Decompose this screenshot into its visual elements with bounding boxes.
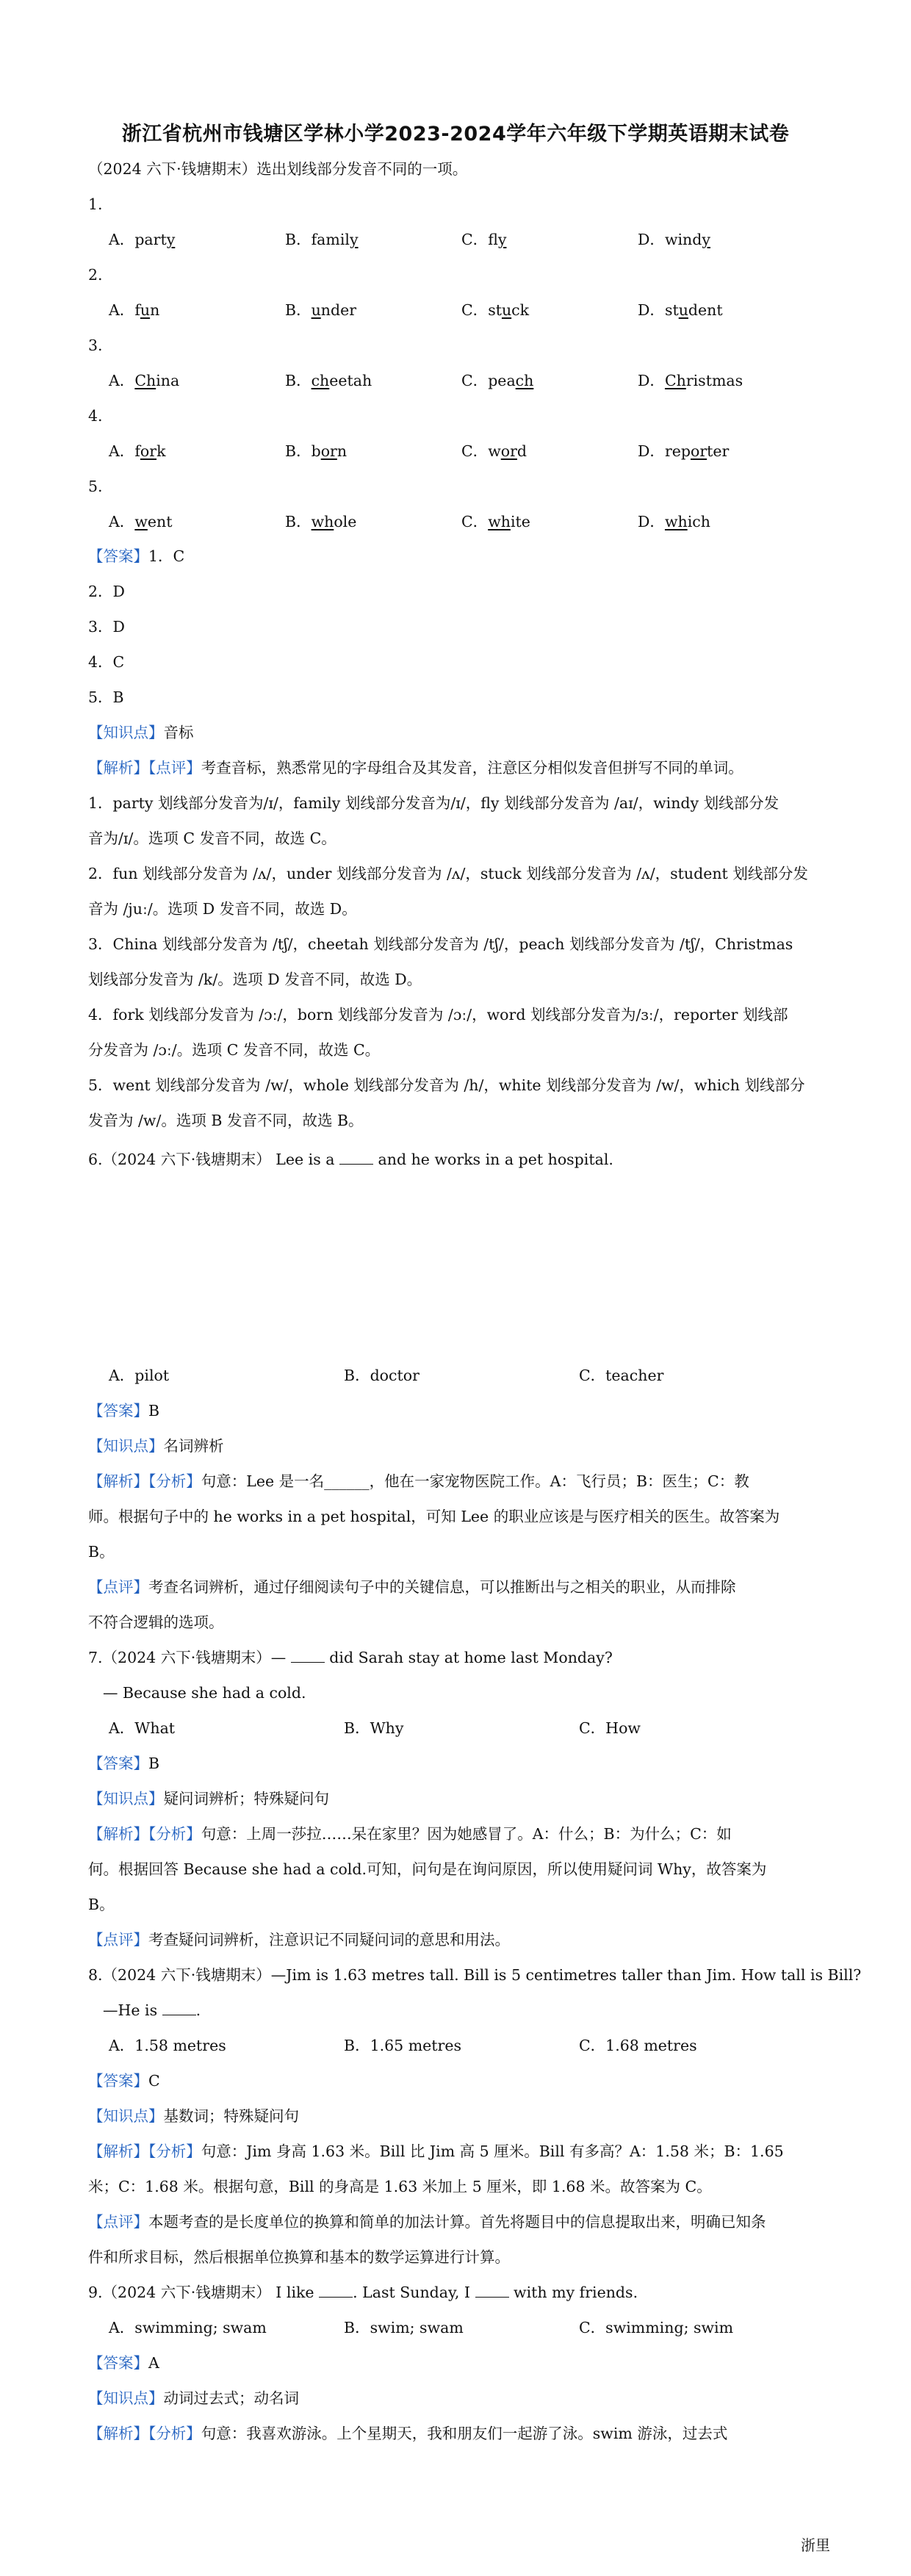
option-text: ck [511, 301, 530, 319]
answer-tag: 【答案】 [88, 1755, 148, 1772]
option-text: A． [109, 372, 135, 389]
stem-text: . Last Sunday, I [353, 2284, 475, 2301]
q8-knowledge-point [88, 2106, 830, 2126]
q6-option-b[interactable]: B．doctor [344, 1367, 420, 1384]
phonics-option[interactable] [285, 229, 359, 250]
q7-option-b[interactable]: B．Why [344, 1719, 404, 1737]
q6-analysis [88, 1471, 830, 1492]
analysis-item-cont: 音为/ɪ/。选项 C 发音不同，故选 C。 [88, 830, 336, 847]
option-text: A． [109, 442, 135, 460]
option-text: B． [285, 301, 312, 319]
option-text: C． [461, 301, 489, 319]
phonics-question-number: 1. [88, 195, 103, 213]
stem-text: 9.（2024 六下·钱塘期末） I like [88, 2284, 320, 2301]
underlined-letters: y [349, 231, 359, 248]
analysis-text: 考查音标，熟悉常见的字母组合及其发音，注意区分相似发音但拼写不同的单词。 [201, 759, 743, 777]
analysis-item: 2．fun 划线部分发音为 /ʌ/，under 划线部分发音为 /ʌ/，stuck 划线部分发音为 /ʌ/，student 划线部分发 [88, 865, 808, 882]
analysis-item: 3．China 划线部分发音为 /tʃ/，cheetah 划线部分发音为 /tʃ/，peach 划线部分发音为 /tʃ/，Christmas [88, 935, 793, 953]
question-7-reply: — Because she had a cold. [103, 1684, 306, 1702]
q6-option-c[interactable]: C．teacher [579, 1367, 664, 1384]
kp-tag: 【知识点】 [88, 1437, 164, 1455]
underlined-letters: y [497, 231, 507, 248]
q6-analysis-cont: 师。根据句子中的 he works in a pet hospital，可知 Lee 的职业应该是与医疗相关的医生。故答案为 [88, 1508, 780, 1525]
q8-comment [88, 2212, 830, 2232]
phonics-option[interactable] [109, 511, 172, 532]
option-text: rep [664, 442, 691, 460]
option-text: A． [109, 513, 135, 530]
q6-option-a[interactable]: A．pilot [109, 1367, 170, 1384]
answer-value: B [148, 1402, 160, 1420]
q6-comment [88, 1577, 830, 1597]
option-text: D． [638, 301, 665, 319]
option-text: eetah [329, 372, 372, 389]
q7-analysis [88, 1824, 830, 1844]
kp-tag: 【知识点】 [88, 724, 164, 741]
underlined-letters: or [320, 442, 337, 460]
analysis-subtag: 【分析】 [148, 2425, 201, 2442]
stem-text: with my friends. [508, 2284, 638, 2301]
phonics-option[interactable] [638, 370, 743, 391]
kp-text: 动词过去式；动名词 [163, 2389, 299, 2407]
answer-tag: 【答案】 [88, 2072, 148, 2090]
phonics-question-number: 4. [88, 407, 103, 425]
comment-tag: 【点评】 [88, 1578, 148, 1596]
underlined-letters: or [140, 442, 157, 460]
q9-option-c[interactable]: C．swimming; swim [579, 2319, 734, 2336]
kp-text: 疑问词辨析；特殊疑问句 [163, 1790, 329, 1807]
phonics-option[interactable] [638, 441, 729, 461]
question-9-stem [88, 2282, 830, 2303]
q8-option-b[interactable]: B．1.65 metres [344, 2037, 461, 2054]
answer-value: 1．C [148, 547, 185, 565]
phonics-option[interactable] [461, 300, 529, 320]
analysis-text: 句意：Jim 身高 1.63 米。Bill 比 Jim 高 5 厘米。Bill 有多高？A：1.58 米；B：1.65 [201, 2143, 784, 2160]
answer-blank [475, 2284, 509, 2298]
q9-option-b[interactable]: B．swim; swam [344, 2319, 464, 2336]
phonics-option[interactable] [285, 441, 347, 461]
analysis-text: 句意：我喜欢游泳。上个星期天，我和朋友们一起游了泳。swim 游泳，过去式 [201, 2425, 728, 2442]
phonics-option[interactable] [285, 300, 356, 320]
option-text: ent [147, 513, 173, 530]
kp-tag: 【知识点】 [88, 2389, 164, 2407]
underlined-letters: w [134, 513, 148, 530]
q7-answer [88, 1753, 830, 1774]
analysis-tag: 【解析】 [88, 2425, 148, 2442]
option-text: st [488, 301, 502, 319]
comment-text: 本题考查的是长度单位的换算和简单的加法计算。首先将题目中的信息提取出来，明确已知条 [148, 2213, 766, 2231]
answer-value: C [148, 2072, 160, 2090]
q6-analysis-cont: B。 [88, 1543, 115, 1561]
analysis-text: 句意：上周一莎拉……呆在家里？因为她感冒了。A：什么；B：为什么；C：如 [201, 1825, 732, 1843]
question-8-stem: 8.（2024 六下·钱塘期末）—Jim is 1.63 metres tall. Bill is 5 centimetres taller than Jim. How tall is Bill? [88, 1966, 862, 1984]
answer-line: 2．D [88, 583, 125, 600]
answer-blank [319, 2284, 353, 2298]
comment-tag: 【点评】 [88, 1931, 148, 1949]
option-text: D． [638, 513, 665, 530]
q9-answer [88, 2353, 830, 2373]
option-text: dent [688, 301, 723, 319]
analysis-subtag: 【分析】 [148, 1472, 201, 1490]
phonics-question-number: 2. [88, 266, 103, 284]
analysis-item: 1．party 划线部分发音为/ɪ/，family 划线部分发音为/ɪ/，fly 划线部分发音为 /aɪ/，windy 划线部分发 [88, 794, 779, 812]
analysis-item-cont: 发音为 /w/。选项 B 发音不同，故选 B。 [88, 1112, 364, 1129]
option-text: B． [285, 513, 312, 530]
stem-text: —He is [103, 2001, 162, 2019]
page-title: 浙江省杭州市钱塘区学林小学2023-2024学年六年级下学期英语期末试卷 [121, 123, 790, 145]
phonics-option[interactable] [461, 511, 530, 532]
option-text: D． [638, 231, 665, 248]
analysis-subtag: 【分析】 [148, 1825, 201, 1843]
answer-line: 4．C [88, 653, 125, 671]
stem-text: 6.（2024 六下·钱塘期末） Lee is a [88, 1151, 340, 1168]
underlined-letters: or [500, 442, 517, 460]
phonics-option[interactable] [109, 441, 166, 461]
analysis-tag: 【解析】 [88, 1825, 148, 1843]
phonics-option[interactable] [285, 511, 356, 532]
option-text: n [150, 301, 160, 319]
q8-analysis [88, 2141, 830, 2162]
underlined-letters: wh [664, 513, 688, 530]
option-text: A． [109, 231, 135, 248]
comment-text: 考查名词辨析，通过仔细阅读句子中的关键信息，可以推断出与之相关的职业，从而排除 [148, 1578, 736, 1596]
option-text: ter [707, 442, 730, 460]
analysis-item-cont: 划线部分发音为 /k/。选项 D 发音不同，故选 D。 [88, 971, 422, 988]
question-8-reply [103, 2000, 845, 2021]
q8-comment-cont: 件和所求目标，然后根据单位换算和基本的数学运算进行计算。 [88, 2248, 510, 2266]
analysis-tag: 【解析】 [88, 2143, 148, 2160]
phonics-option[interactable] [638, 511, 710, 532]
option-text: pea [488, 372, 516, 389]
kp-text: 音标 [163, 724, 194, 741]
answer-line: 3．D [88, 618, 125, 636]
phonics-question-number: 3. [88, 337, 103, 354]
phonics-option[interactable] [461, 441, 527, 461]
q7-analysis-cont: 何。根据回答 Because she had a cold.可知，问句是在询问原因，所以使用疑问词 Why，故答案为 [88, 1860, 767, 1878]
option-text: B． [285, 231, 312, 248]
option-text: C． [461, 442, 489, 460]
q9-analysis [88, 2423, 830, 2444]
q8-answer [88, 2070, 830, 2091]
option-text: ina [156, 372, 180, 389]
q6-knowledge-point [88, 1436, 830, 1456]
q6-comment-cont: 不符合逻辑的选项。 [88, 1613, 224, 1631]
q8-option-c[interactable]: C．1.68 metres [579, 2037, 697, 2054]
option-text: C． [461, 372, 489, 389]
option-text: wind [664, 231, 702, 248]
phonics-option[interactable] [109, 229, 175, 250]
answer-line: 5．B [88, 688, 124, 706]
kp-tag: 【知识点】 [88, 1790, 164, 1807]
option-text: f [134, 442, 140, 460]
knowledge-point [88, 722, 830, 743]
comment-tag: 【点评】 [88, 2213, 148, 2231]
option-text: part [134, 231, 167, 248]
option-text: f [134, 301, 140, 319]
option-text: k [156, 442, 166, 460]
stem-text: 7.（2024 六下·钱塘期末）— [88, 1649, 291, 1666]
section-instruction: （2024 六下·钱塘期末）选出划线部分发音不同的一项。 [88, 160, 468, 178]
option-text: d [516, 442, 527, 460]
q8-option-a[interactable]: A．1.58 metres [109, 2037, 226, 2054]
stem-text: and he works in a pet hospital. [373, 1151, 613, 1168]
option-text: b [311, 442, 321, 460]
phonics-option[interactable] [109, 300, 159, 320]
option-text: ite [510, 513, 530, 530]
underlined-letters: wh [488, 513, 511, 530]
answer-tag: 【答案】 [88, 2354, 148, 2372]
underlined-letters: y [702, 231, 710, 248]
underlined-letters: or [691, 442, 707, 460]
phonics-option[interactable] [638, 229, 710, 250]
answer-blank [291, 1649, 325, 1663]
option-text: n [336, 442, 348, 460]
underlined-letters: u [140, 301, 151, 319]
underlined-letters: u [678, 301, 688, 319]
option-text: ich [687, 513, 710, 530]
phonics-option[interactable] [461, 229, 506, 250]
analysis-tag: 【解析】 [88, 1472, 148, 1490]
q7-analysis-cont: B。 [88, 1896, 115, 1913]
answer-tag: 【答案】 [88, 1402, 148, 1420]
page-footer: 浙里 [801, 2536, 830, 2554]
phonics-option[interactable] [109, 370, 179, 391]
phonics-option[interactable] [461, 370, 533, 391]
option-text: st [664, 301, 679, 319]
answer-value: A [148, 2354, 159, 2372]
analysis-intro [88, 758, 830, 778]
q7-knowledge-point [88, 1788, 830, 1809]
underlined-letters: ch [515, 372, 534, 389]
q7-option-c[interactable]: C．How [579, 1719, 641, 1737]
kp-text: 名词辨析 [163, 1437, 224, 1455]
analysis-tag: 【解析】 [88, 759, 148, 777]
underlined-letters: u [501, 301, 512, 319]
stem-text: did Sarah stay at home last Monday? [324, 1649, 613, 1666]
q7-comment [88, 1929, 830, 1950]
underlined-letters: wh [311, 513, 334, 530]
q6-answer [88, 1400, 830, 1421]
analysis-item: 5．went 划线部分发音为 /w/，whole 划线部分发音为 /h/，white 划线部分发音为 /w/，which 划线部分 [88, 1076, 805, 1094]
option-text: C． [461, 513, 489, 530]
option-text: B． [285, 442, 312, 460]
kp-tag: 【知识点】 [88, 2107, 164, 2125]
underlined-letters: y [166, 231, 176, 248]
phonics-option[interactable] [638, 300, 723, 320]
option-text: D． [638, 442, 665, 460]
phonics-option[interactable] [285, 370, 372, 391]
phonics-question-number: 5. [88, 478, 103, 495]
analysis-subtag: 【分析】 [148, 2143, 201, 2160]
question-6-stem [88, 1149, 830, 1170]
option-text: famil [311, 231, 350, 248]
kp-text: 基数词；特殊疑问句 [163, 2107, 299, 2125]
q9-knowledge-point [88, 2388, 830, 2408]
comment-text: 考查疑问词辨析，注意识记不同疑问词的意思和用法。 [148, 1931, 510, 1949]
option-text: ristmas [685, 372, 743, 389]
q9-option-a[interactable]: A．swimming; swam [109, 2319, 267, 2336]
option-text: w [488, 442, 501, 460]
analysis-item: 4．fork 划线部分发音为 /ɔː/，born 划线部分发音为 /ɔː/，word 划线部分发音为/ɜː/，reporter 划线部 [88, 1006, 788, 1023]
analysis-item-cont: 音为 /juː/。选项 D 发音不同，故选 D。 [88, 900, 357, 918]
comment-tag: 【点评】 [148, 759, 201, 777]
q8-analysis-cont: 米；C：1.68 米。根据句意，Bill 的身高是 1.63 米加上 5 厘米，即 1.68 米。故答案为 C。 [88, 2178, 712, 2195]
answer-blank [162, 2001, 196, 2015]
option-text: ole [334, 513, 357, 530]
analysis-text: 句意：Lee 是一名______，他在一家宠物医院工作。A：飞行员；B：医生；C：教 [201, 1472, 749, 1490]
option-text: B． [285, 372, 312, 389]
underlined-letters: Ch [134, 372, 156, 389]
answer-tag: 【答案】 [88, 547, 148, 565]
underlined-letters: u [311, 301, 321, 319]
answer-line [88, 546, 830, 566]
option-text: A． [109, 301, 135, 319]
underlined-letters: ch [311, 372, 330, 389]
answer-value: B [148, 1755, 160, 1772]
analysis-item-cont: 分发音为 /ɔː/。选项 C 发音不同，故选 C。 [88, 1041, 381, 1059]
option-text: C． [461, 231, 489, 248]
stem-text: . [195, 2001, 201, 2019]
option-text: D． [638, 372, 665, 389]
question-7-stem [88, 1647, 830, 1668]
q7-option-a[interactable]: A．What [109, 1719, 176, 1737]
underlined-letters: Ch [664, 372, 686, 389]
option-text: fl [488, 231, 498, 248]
option-text: nder [320, 301, 357, 319]
answer-blank [339, 1151, 373, 1165]
